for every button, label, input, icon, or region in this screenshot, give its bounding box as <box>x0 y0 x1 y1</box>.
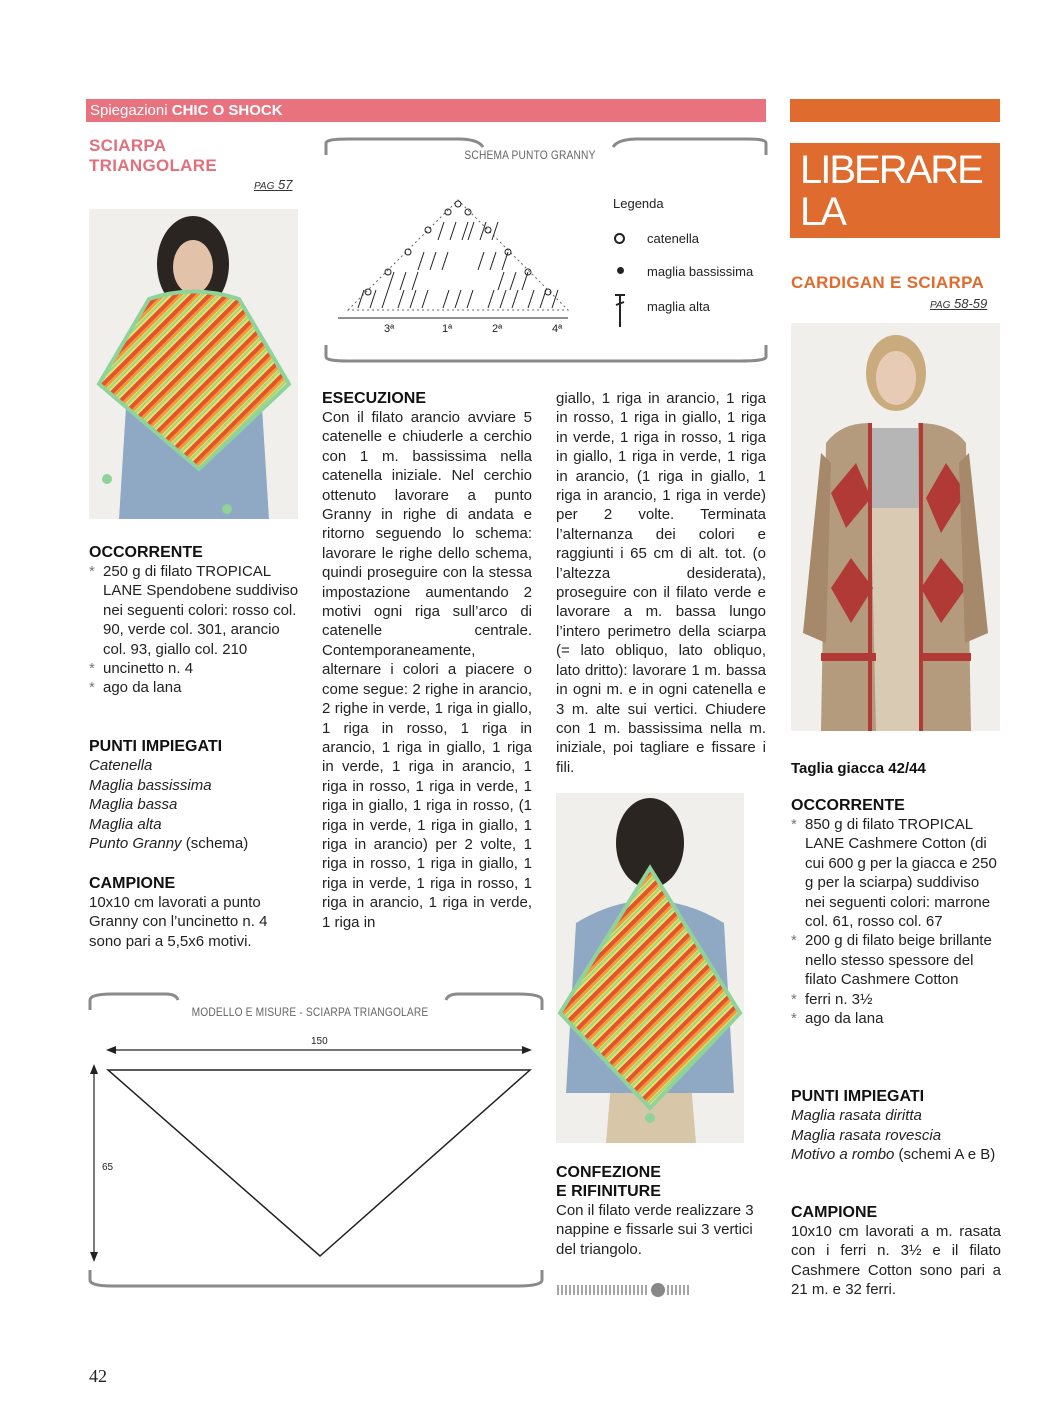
campione-text: 10x10 cm lavorati a m. rasata con i ferri n. 3½ e il filato Cashmere Cotton sono pari a 21 m. e 32 ferri. <box>791 1223 1001 1299</box>
list-item: Maglia alta <box>89 815 162 833</box>
list-item: * uncinetto n. 4 <box>89 659 301 678</box>
row-label: 2ª <box>492 323 503 335</box>
bassissima-icon <box>617 267 624 274</box>
confezione-heading-2: E RIFINITURE <box>556 1183 661 1200</box>
left-title: SCIARPA TRIANGOLARE <box>89 136 217 175</box>
confezione-text: Con il filato verde realizzare 3 nappine e fissarle sui 3 vertici del triangolo. <box>556 1202 754 1258</box>
legend-item: maglia alta <box>647 299 710 314</box>
esecuzione-text: Con il filato arancio avviare 5 catenelle e chiuderle a cerchio con 1 m. bassissima nella catenella iniziale. Nel cerchio ottenuto lavorare a punto Granny in righe di andata e ritorno seguendo lo schema: lavorare le righe dello schema, quindi proseguire con la stessa impostazione aumentando 2 motivi ogni riga sull’arco di catenelle centrale. Contemporaneamente, alternare i colori a piacere o come segue: 2 righe in arancio, 2 righe in verde, 1 riga in giallo, 1 riga in rosso, 1 riga in arancio, 1 riga in giallo, 1 riga in verde, 1 riga in arancio, 1 riga in rosso, 1 riga in verde, 1 riga in giallo, 1 riga in rosso, (1 riga in verde, 1 riga in giallo, 1 riga in arancio) per 2 volte, 1 riga in rosso, 1 riga in giallo, 1 riga in verde, 1 riga in rosso, 1 riga in arancio, 1 riga in verde, 1 riga in <box>322 409 532 931</box>
granny-chart <box>338 190 588 340</box>
list-item: Punto Granny (schema) <box>89 835 249 852</box>
right-occorrente <box>791 796 1001 1028</box>
esecuzione-continued: giallo, 1 riga in arancio, 1 riga in rosso, 1 riga in giallo, 1 riga in verde, 1 riga in rosso, 1 riga in giallo, 1 riga in verde, 1 riga in arancio, (1 riga in giallo, 1 riga in arancio, 1 riga in verde) per 2 volte. Terminata l’alternanza dei colori e raggiunti i 65 cm di alt. tot. (o l’altezza desiderata), proseguire con il filato verde e lavorare a m. bassa lungo l’intero perimetro della sciarpa (= lato obliquo, lato obliquo, lato dritto): lavorare 1 m. bassa in ogni m. e in ogni catenella e 3 m. alte sui vertici. Chiudere con 1 m. bassissima nella m. iniziale, poi tagliare e fissare i fili. <box>556 390 766 776</box>
esecuzione-section <box>322 389 532 932</box>
legend-title: Legenda <box>613 196 664 211</box>
right-title: CARDIGAN E SCIARPA <box>791 273 985 292</box>
height-label: 65 <box>102 1162 114 1173</box>
left-page-ref[interactable]: PAG 57 <box>254 177 293 192</box>
list-item: Maglia bassissima <box>89 776 212 794</box>
scarf-measure-diagram <box>86 1030 546 1270</box>
right-campione <box>791 1203 1001 1300</box>
occorrente-heading: OCCORRENTE <box>89 544 203 561</box>
end-marker <box>556 1280 768 1300</box>
left-punti <box>89 737 301 853</box>
confezione-heading-1: CONFEZIONE <box>556 1164 661 1181</box>
row-label: 3ª <box>384 323 395 335</box>
cardigan-photo <box>791 323 1000 731</box>
header-title: Spiegazioni CHIC O SHOCK <box>90 102 283 119</box>
list-item: Maglia bassa <box>89 796 178 813</box>
left-campione <box>89 874 301 951</box>
row-label: 1ª <box>442 323 453 335</box>
list-item: Catenella <box>89 757 153 774</box>
right-punti <box>791 1087 1001 1164</box>
scarf-back-photo <box>556 793 744 1143</box>
list-item: Maglia rasata rovescia <box>791 1126 942 1144</box>
occorrente-heading: OCCORRENTE <box>791 797 905 814</box>
catenella-icon <box>614 233 625 244</box>
list-item: Motivo a rombo (schemi A e B) <box>791 1146 996 1163</box>
punti-heading: PUNTI IMPIEGATI <box>791 1088 925 1105</box>
punti-heading: PUNTI IMPIEGATI <box>89 738 223 755</box>
list-item: * ago da lana <box>791 1009 1001 1028</box>
legend-item: catenella <box>647 231 700 246</box>
esecuzione-heading: ESECUZIONE <box>322 390 427 407</box>
maglia-alta-icon <box>611 291 629 329</box>
page-number: 42 <box>89 1366 107 1386</box>
scarf-model-photo <box>89 209 298 519</box>
row-label: 4ª <box>552 323 563 335</box>
legend-item: maglia bassissima <box>647 264 754 279</box>
header-bar-right <box>790 99 1000 122</box>
list-item: * 200 g di filato beige brillante nello stesso spessore del filato Cashmere Cotton <box>791 931 1001 989</box>
list-item: Maglia rasata diritta <box>791 1107 922 1124</box>
modello-title: MODELLO E MISURE - SCIARPA TRIANGOLARE <box>191 1005 429 1019</box>
schema-title: SCHEMA PUNTO GRANNY <box>464 148 596 162</box>
campione-heading: CAMPIONE <box>791 1204 878 1221</box>
campione-text: 10x10 cm lavorati a punto Granny con l’uncinetto n. 4 sono pari a 5,5x6 motivi. <box>89 894 268 950</box>
list-item: * ago da lana <box>89 678 301 697</box>
list-item: * 850 g di filato TROPICAL LANE Cashmere Cotton (di cui 600 g per la giacca e 250 g per la sciarpa) suddiviso nei seguenti colori: marrone col. 61, rosso col. 67 <box>791 815 1001 931</box>
right-page-ref[interactable]: PAG 58-59 <box>930 296 988 311</box>
list-item: * ferri n. 3½ <box>791 990 1001 1009</box>
list-item: * 250 g di filato TROPICAL LANE Spendobene suddiviso nei seguenti colori: rosso col. 90, verde col. 301, arancio col. 93, giallo col. 210 <box>89 562 301 659</box>
feature-box: LIBERARE LA FANTASIA <box>790 143 1000 238</box>
campione-heading: CAMPIONE <box>89 875 176 892</box>
width-label: 150 <box>311 1036 328 1047</box>
confezione-section <box>556 1163 768 1259</box>
left-occorrente <box>89 543 301 698</box>
taglia-text: Taglia giacca 42/44 <box>791 760 926 777</box>
